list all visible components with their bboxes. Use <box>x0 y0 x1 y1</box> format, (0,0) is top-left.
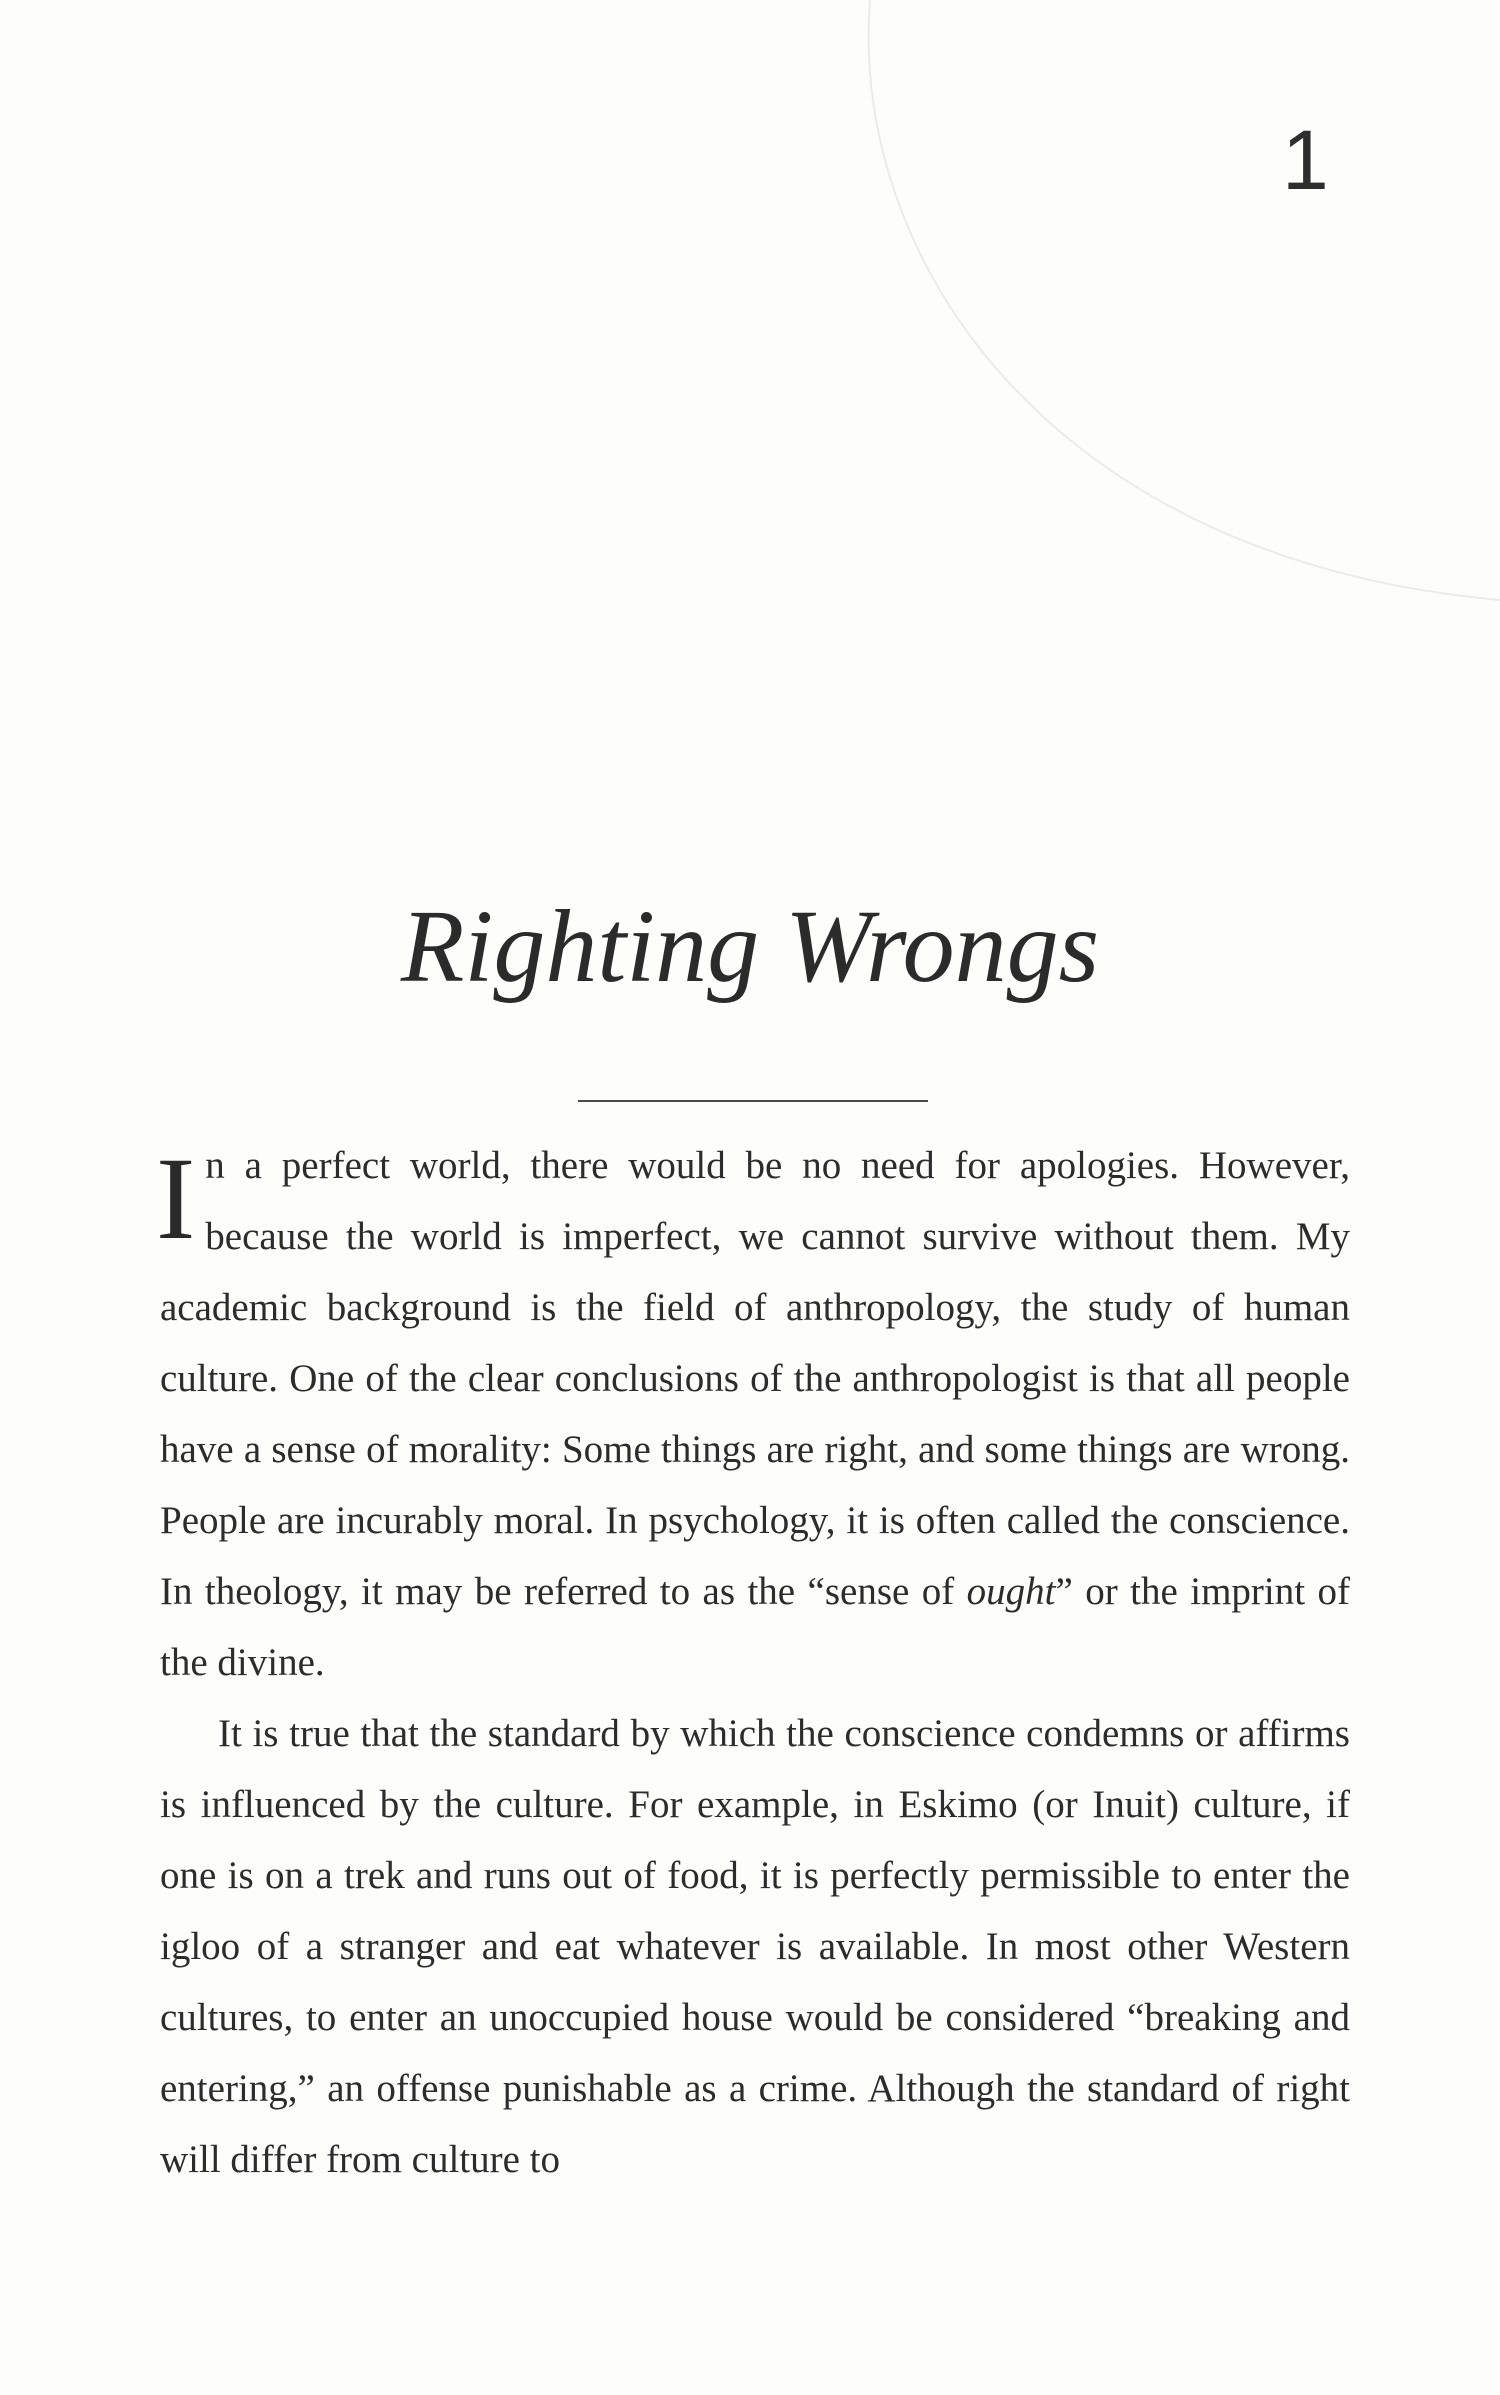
paragraph-1 <box>156 1130 1350 1698</box>
chapter-title: Righting Wrongs <box>400 889 1100 1004</box>
title-divider <box>578 1100 928 1102</box>
paragraph-2: It is true that the standard by which the conscience condemns or affirms is influenced by the culture. For example, in Eskimo (or Inuit) culture, if one is on a trek and runs out of food, it is perfectly permissible to enter the igloo of a stranger and eat whatever is available. In most other Western cultures, to enter an unoccupied house would be considered “breaking and entering,” an offense punishable as a crime. Although the standard of right will differ from culture to <box>160 1712 1350 2181</box>
drop-cap: I <box>156 1133 196 1264</box>
paragraph-1-text-a: n a perfect world, there would be no need for apologies. However, because the world is imperfect, we cannot survive without them. My academic background is the field of anthropology, the study of human culture. One of the clear conclusions of the anthropologist is that all people have a sense of morality: Some things are right, and some things are wrong. People are incurably moral. In psychology, it is often called the conscience. In theology, it may be referred to as the “sense of <box>160 1144 1350 1613</box>
chapter-number: 1 <box>1282 113 1329 207</box>
paragraph-1-text-b: ” or the imprint of the divine. <box>160 1570 1350 1684</box>
emphasis-ought: ought <box>966 1570 1056 1613</box>
body-text <box>156 1130 1350 2195</box>
